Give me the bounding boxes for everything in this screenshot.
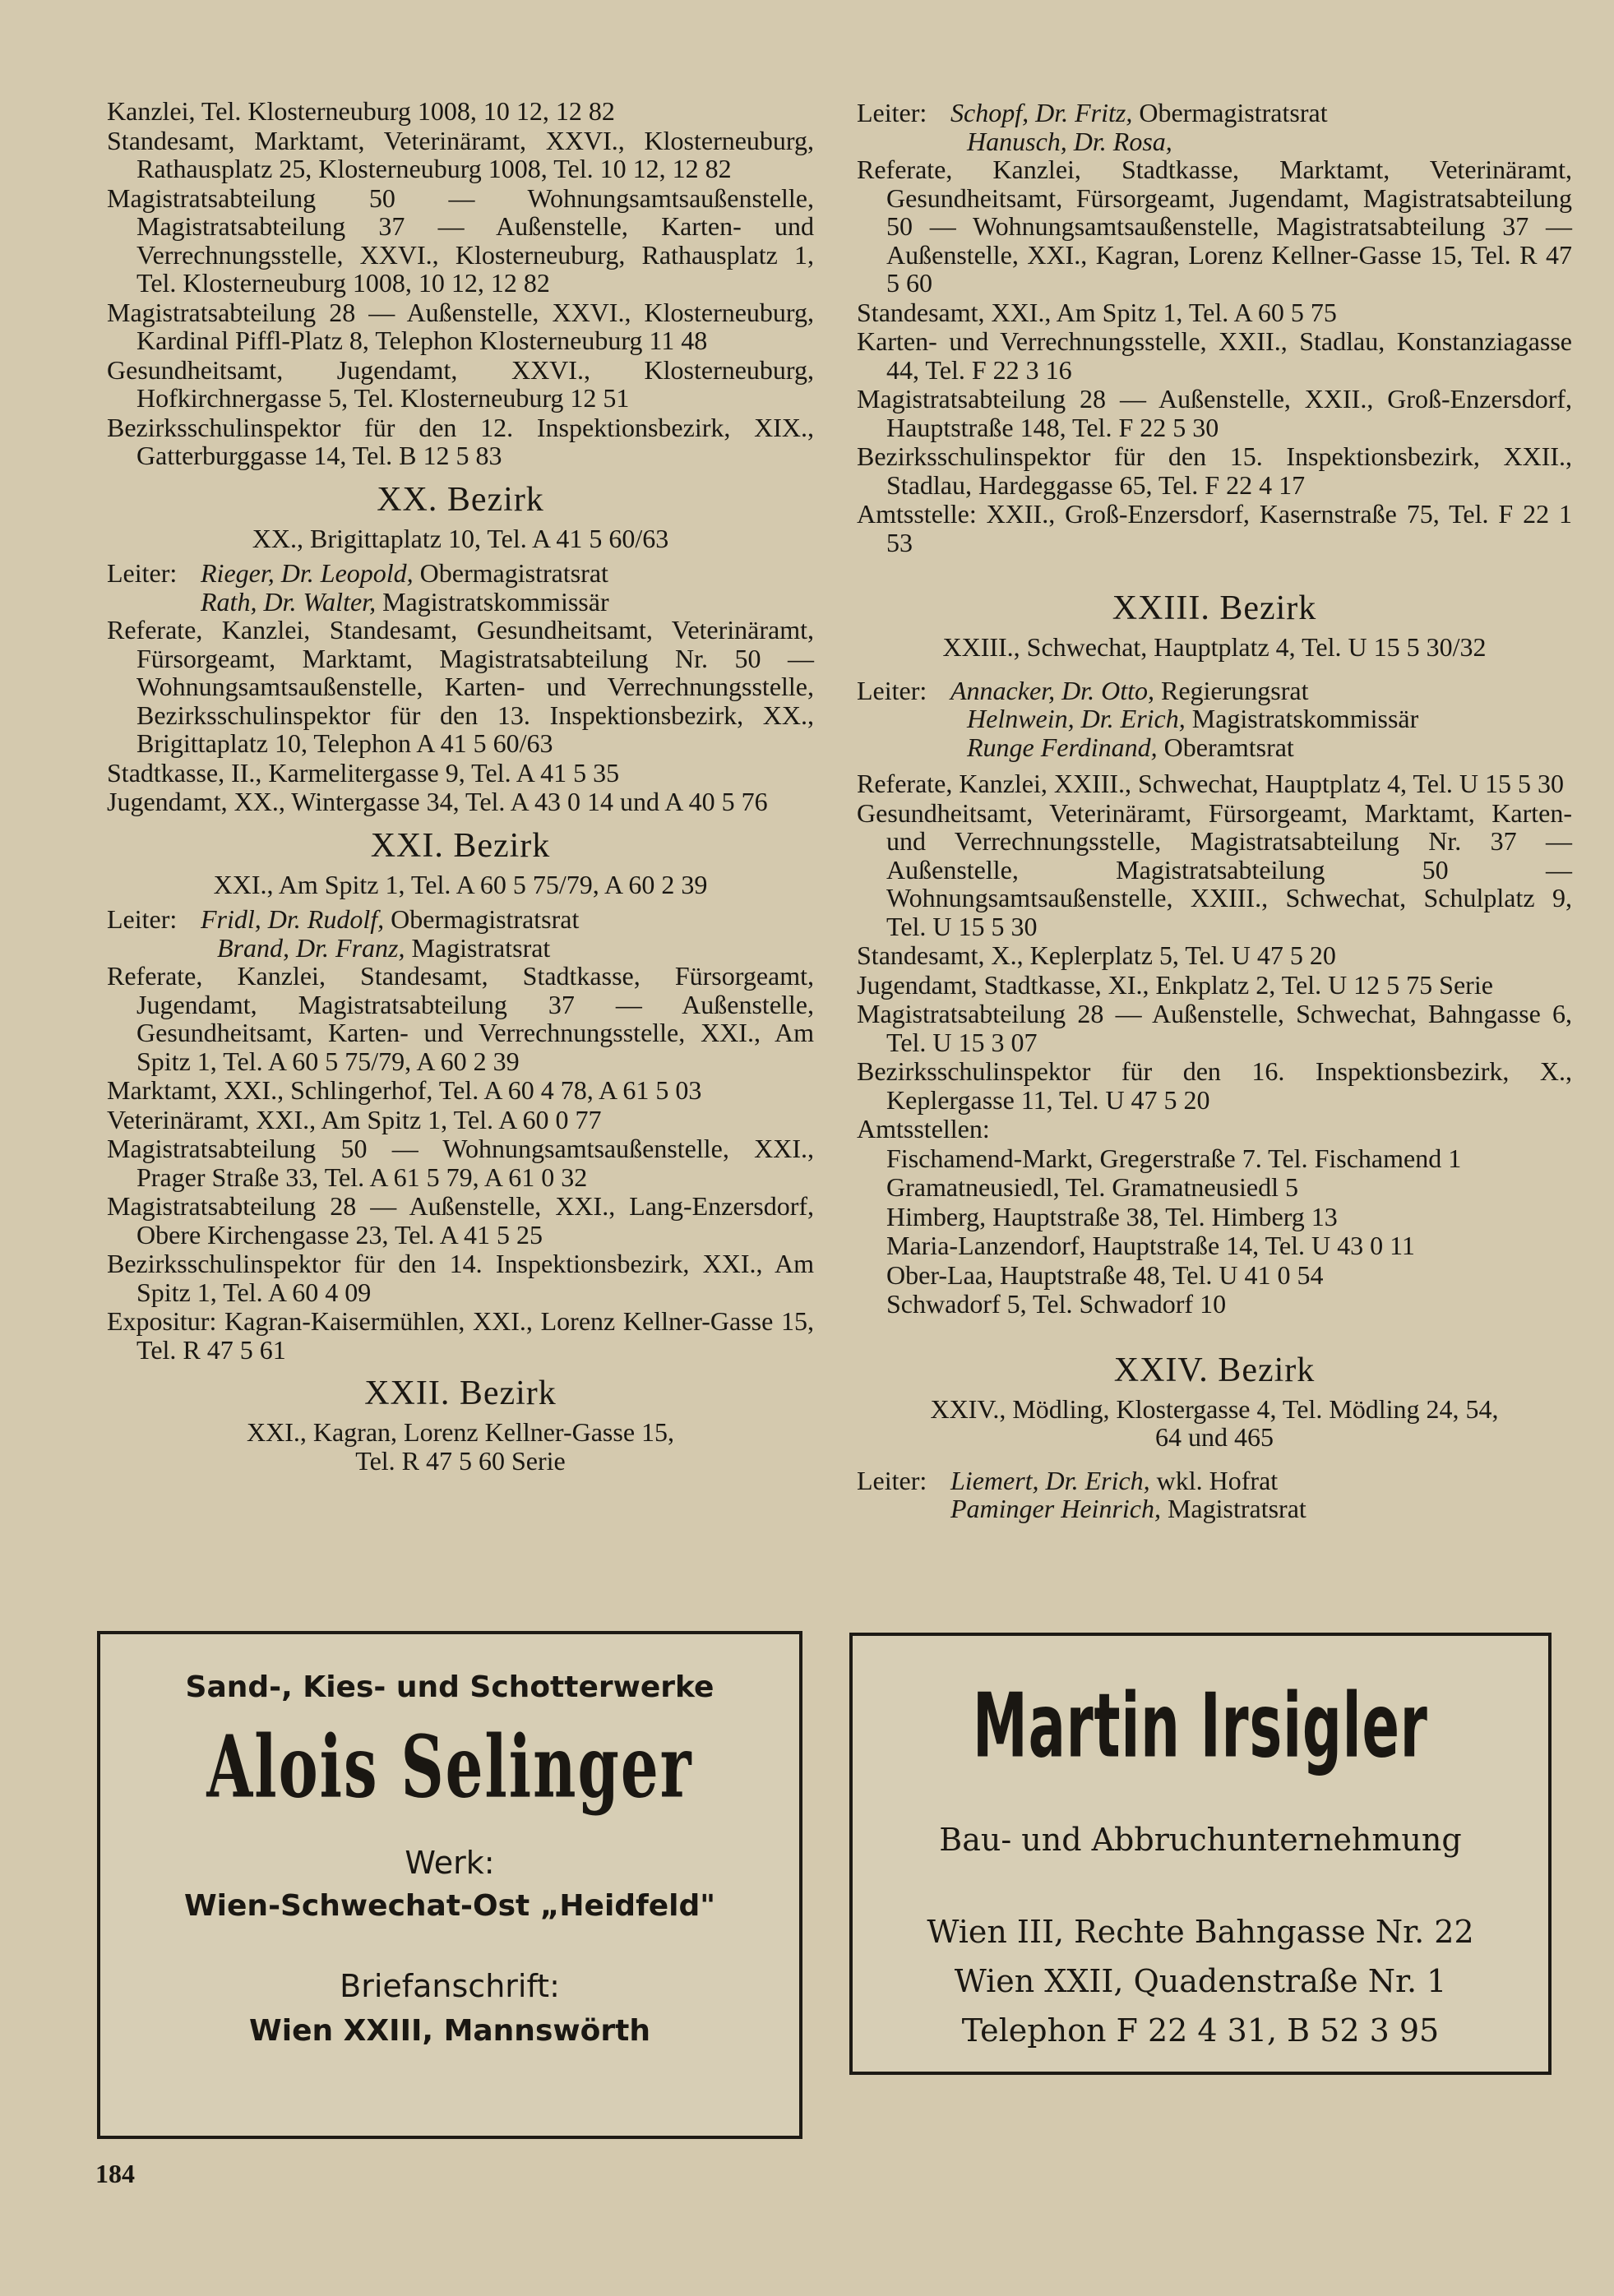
entry-expositur: Expositur: Kagran-Kaisermühlen, XXI., Lorenz Kellner-Gasse 15, Tel. R 47 5 61 bbox=[107, 1306, 814, 1365]
leader-title: Magistratsrat bbox=[1167, 1494, 1306, 1523]
ad-werk-location: Wien-Schwechat-Ost „Heidfeld" bbox=[183, 1889, 716, 1923]
ad-address-1: Wien III, Rechte Bahngasse Nr. 22 bbox=[927, 1914, 1474, 1950]
heading-xxiv-bezirk: XXIV. Bezirk bbox=[1113, 1351, 1316, 1389]
ad-tagline: Sand-, Kies- und Schotterwerke bbox=[185, 1670, 715, 1704]
leader-label: Leiter: bbox=[107, 558, 178, 588]
entry-kanzlei: Kanzlei, Tel. Klosterneuburg 1008, 10 12, 12 82 bbox=[107, 96, 615, 126]
right-column bbox=[857, 99, 1572, 1523]
amtsstelle-himberg: Himberg, Hauptstraße 38, Tel. Himberg 13 bbox=[886, 1201, 1338, 1231]
leaders-xxii bbox=[857, 99, 1572, 155]
address-xxiv-cont: 64 und 465 bbox=[1155, 1422, 1274, 1452]
leader-label: Leiter: bbox=[857, 675, 927, 705]
entry-referate: Referate, Kanzlei, XXIII., Schwechat, Hauptplatz 4, Tel. U 15 5 30 bbox=[857, 769, 1564, 798]
entry-bezirksschulinspektor: Bezirksschulinspektor für den 14. Inspektionsbezirk, XXI., Am Spitz 1, Tel. A 60 4 09 bbox=[107, 1249, 814, 1307]
entry-bezirksschulinspektor: Bezirksschulinspektor für den 12. Inspektionsbezirk, XIX., Gatterburggasse 14, Tel. B 12 5 83 bbox=[107, 412, 814, 470]
ad-werk-label: Werk: bbox=[405, 1845, 495, 1881]
entry-stadtkasse: Stadtkasse, II., Karmelitergasse 9, Tel. A 41 5 35 bbox=[107, 757, 620, 788]
ad-phone: Telephon F 22 4 31, B 52 3 95 bbox=[961, 2012, 1440, 2049]
ad-company: Alois Selinger bbox=[206, 1715, 693, 1818]
leader-label: Leiter: bbox=[857, 1465, 927, 1495]
leader-title: Magistratsrat bbox=[411, 932, 551, 963]
address-xxi: XXI., Am Spitz 1, Tel. A 60 5 75/79, A 60 2 39 bbox=[213, 869, 708, 899]
leader-name: Liemert, Dr. Erich, bbox=[950, 1465, 1150, 1495]
entry-standesamt: Standesamt, X., Keplerplatz 5, Tel. U 47 5 20 bbox=[857, 940, 1336, 970]
entry-referate: Referate, Kanzlei, Standesamt, Gesundheitsamt, Veterinäramt, Fürsorgeamt, Marktamt, Magistratsabteilung Nr. 50 — Wohnungsamtsaußenstelle, Karten- und Verrechnungsstelle, Bezirksschulinspektor für den 13. Inspektionsbezirk, XX., Brigittaplatz 10, Telephon A 41 5 60/63 bbox=[107, 615, 814, 758]
entry-karten-verrechnung: Karten- und Verrechnungsstelle, XXII., Stadlau, Konstanziagasse 44, Tel. F 22 3 16 bbox=[857, 326, 1572, 385]
address-xxiii: XXIII., Schwechat, Hauptplatz 4, Tel. U 15 5 30/32 bbox=[942, 632, 1487, 662]
address-xxii-phone: Tel. R 47 5 60 Serie bbox=[355, 1445, 566, 1476]
leader-name: Brand, Dr. Franz, bbox=[217, 932, 405, 963]
left-column bbox=[107, 97, 814, 1481]
entry-amtsstelle: Amtsstelle: XXII., Groß-Enzersdorf, Kasernstraße 75, Tel. F 22 1 53 bbox=[857, 499, 1572, 557]
amtsstelle-ober-laa: Ober-Laa, Hauptstraße 48, Tel. U 41 0 54 bbox=[886, 1259, 1324, 1290]
heading-xxii-bezirk: XXII. Bezirk bbox=[364, 1374, 557, 1412]
leader-title: Obermagistratsrat bbox=[391, 904, 580, 934]
entry-gesundheitsamt: Gesundheitsamt, Veterinäramt, Fürsorgeamt, Marktamt, Karten- und Verrechnungsstelle, Magistratsabteilung Nr. 37 — Außenstelle, Magistratsabteilung 50 — Wohnungsamtsaußenstelle, XXIII., Schwechat, Schulplatz 9, Tel. U 15 5 30 bbox=[857, 797, 1572, 941]
entry-marktamt: Marktamt, XXI., Schlingerhof, Tel. A 60 4 78, A 61 5 03 bbox=[107, 1075, 702, 1105]
advertisement-selinger bbox=[97, 1631, 802, 2139]
entry-ma28: Magistratsabteilung 28 — Außenstelle, XXII., Groß-Enzersdorf, Hauptstraße 148, Tel. F 22 5 30 bbox=[857, 384, 1572, 442]
entry-bezirksschulinspektor: Bezirksschulinspektor für den 16. Inspektionsbezirk, X., Keplergasse 11, Tel. U 47 5 20 bbox=[857, 1056, 1572, 1115]
heading-xxi-bezirk: XXI. Bezirk bbox=[370, 826, 551, 865]
leader-title: Regierungsrat bbox=[1160, 675, 1309, 705]
leader-name: Rieger, Dr. Leopold, bbox=[201, 558, 414, 588]
page-number: 184 bbox=[95, 2159, 135, 2188]
entry-jugendamt: Jugendamt, XX., Wintergasse 34, Tel. A 43 0 14 und A 40 5 76 bbox=[107, 787, 768, 816]
entry-jugendamt: Jugendamt, Stadtkasse, XI., Enkplatz 2, Tel. U 12 5 75 Serie bbox=[857, 969, 1493, 1000]
address-xx: XX., Brigittaplatz 10, Tel. A 41 5 60/63 bbox=[252, 523, 669, 553]
entry-standesamt: Standesamt, Marktamt, Veterinäramt, XXVI., Klosterneuburg, Rathausplatz 25, Klosterneuburg 1008, Tel. 10 12, 12 82 bbox=[107, 125, 814, 183]
amtsstellen-label: Amtsstellen: bbox=[857, 1114, 990, 1143]
amtsstelle-schwadorf: Schwadorf 5, Tel. Schwadorf 10 bbox=[886, 1289, 1227, 1319]
leader-name: Fridl, Dr. Rudolf, bbox=[201, 904, 385, 934]
leader-name: Schopf, Dr. Fritz, bbox=[950, 98, 1133, 127]
amtsstelle-gramatneusiedl: Gramatneusiedl, Tel. Gramatneusiedl 5 bbox=[886, 1172, 1299, 1202]
ad-postal-address: Wien XXIII, Mannswörth bbox=[249, 2014, 650, 2048]
entry-gesundheitsamt: Gesundheitsamt, Jugendamt, XXVI., Klosterneuburg, Hofkirchnergasse 5, Tel. Klosterneuburg 12 51 bbox=[107, 354, 814, 413]
amtsstelle-fischamend: Fischamend-Markt, Gregerstraße 7. Tel. Fischamend 1 bbox=[886, 1143, 1462, 1173]
entry-standesamt: Standesamt, XXI., Am Spitz 1, Tel. A 60 5 75 bbox=[857, 297, 1337, 327]
leader-title: Magistratskommissär bbox=[1191, 704, 1419, 733]
heading-xxiii-bezirk: XXIII. Bezirk bbox=[1112, 589, 1317, 627]
leader-label: Leiter: bbox=[107, 904, 178, 934]
heading-xx-bezirk: XX. Bezirk bbox=[377, 480, 544, 519]
entry-ma28: Magistratsabteilung 28 — Außenstelle, Schwechat, Bahngasse 6, Tel. U 15 3 07 bbox=[857, 999, 1572, 1057]
leader-name: Helnwein, Dr. Erich, bbox=[967, 704, 1186, 733]
leader-title: Obermagistratsrat bbox=[1139, 98, 1328, 127]
leader-title: Obermagistratsrat bbox=[419, 558, 608, 588]
entry-referate: Referate, Kanzlei, Standesamt, Stadtkasse, Fürsorgeamt, Jugendamt, Magistratsabteilung 37 — Außenstelle, Gesundheitsamt, Karten- und Verrechnungsstelle, XXI., Am Spitz 1, Tel. A 60 5 75/79, A 60 2 39 bbox=[107, 961, 814, 1076]
ad-postal-label: Briefanschrift: bbox=[340, 1968, 560, 2004]
entry-ma50: Magistratsabteilung 50 — Wohnungsamtsaußenstelle, XXI., Prager Straße 33, Tel. A 61 5 79, A 61 0 32 bbox=[107, 1134, 814, 1192]
leader-title: Oberamtsrat bbox=[1163, 732, 1294, 762]
leader-name: Rath, Dr. Walter, bbox=[201, 586, 377, 617]
leader-name: Paminger Heinrich, bbox=[950, 1494, 1161, 1523]
leader-title: wkl. Hofrat bbox=[1156, 1465, 1279, 1495]
leader-name: Annacker, Dr. Otto, bbox=[950, 675, 1154, 705]
entry-ma50: Magistratsabteilung 50 — Wohnungsamtsaußenstelle, Magistratsabteilung 37 — Außenstelle, Karten- und Verrechnungsstelle, XXVI., Klosterneuburg, Rathausplatz 1, Tel. Klosterneuburg 1008, 10 12, 12 82 bbox=[107, 182, 814, 298]
leaders-xxiii bbox=[857, 677, 1572, 762]
entry-veterinaeramt: Veterinäramt, XXI., Am Spitz 1, Tel. A 60 0 77 bbox=[107, 1104, 602, 1134]
advertisement-irsigler bbox=[849, 1633, 1552, 2075]
ad-company-wrap bbox=[100, 1715, 799, 1818]
entry-bezirksschulinspektor: Bezirksschulinspektor für den 15. Inspektionsbezirk, XXII., Stadlau, Hardeggasse 65, Tel. F 22 4 17 bbox=[857, 441, 1572, 500]
amtsstelle-maria-lanzendorf: Maria-Lanzendorf, Hauptstraße 14, Tel. U 43 0 11 bbox=[886, 1231, 1415, 1260]
ad-business: Bau- und Abbruchunternehmung bbox=[939, 1822, 1462, 1858]
leaders-xx bbox=[107, 559, 814, 616]
leader-name: Runge Ferdinand, bbox=[967, 732, 1158, 762]
ad-address-2: Wien XXII, Quadenstraße Nr. 1 bbox=[954, 1963, 1447, 1999]
leader-name: Hanusch, Dr. Rosa, bbox=[967, 126, 1172, 156]
leaders-xxiv bbox=[857, 1467, 1572, 1523]
address-xxiv: XXIV., Mödling, Klostergasse 4, Tel. Mödling 24, 54, bbox=[930, 1393, 1499, 1424]
ad-company-wrap bbox=[853, 1675, 1548, 1778]
leader-label: Leiter: bbox=[857, 98, 927, 127]
entry-ma28: Magistratsabteilung 28 — Außenstelle, XXVI., Klosterneuburg, Kardinal Piffl-Platz 8, Telephon Klosterneuburg 11 48 bbox=[107, 297, 814, 355]
address-xxii: XXI., Kagran, Lorenz Kellner-Gasse 15, bbox=[246, 1417, 675, 1447]
entry-ma28: Magistratsabteilung 28 — Außenstelle, XXI., Lang-Enzersdorf, Obere Kirchengasse 23, Tel. A 41 5 25 bbox=[107, 1191, 814, 1250]
leaders-xxi bbox=[107, 905, 814, 962]
leader-title: Magistratskommissär bbox=[382, 586, 609, 617]
entry-referate: Referate, Kanzlei, Stadtkasse, Marktamt, Veterinäramt, Gesundheitsamt, Fürsorgeamt, Jugendamt, Magistratsabteilung 50 — Wohnungsamtsaußenstelle, Magistratsabteilung 37 — Außenstelle, XXI., Kagran, Lorenz Kellner-Gasse 15, Tel. R 47 5 60 bbox=[857, 155, 1572, 298]
ad-company: Martin Irsigler bbox=[973, 1675, 1428, 1778]
